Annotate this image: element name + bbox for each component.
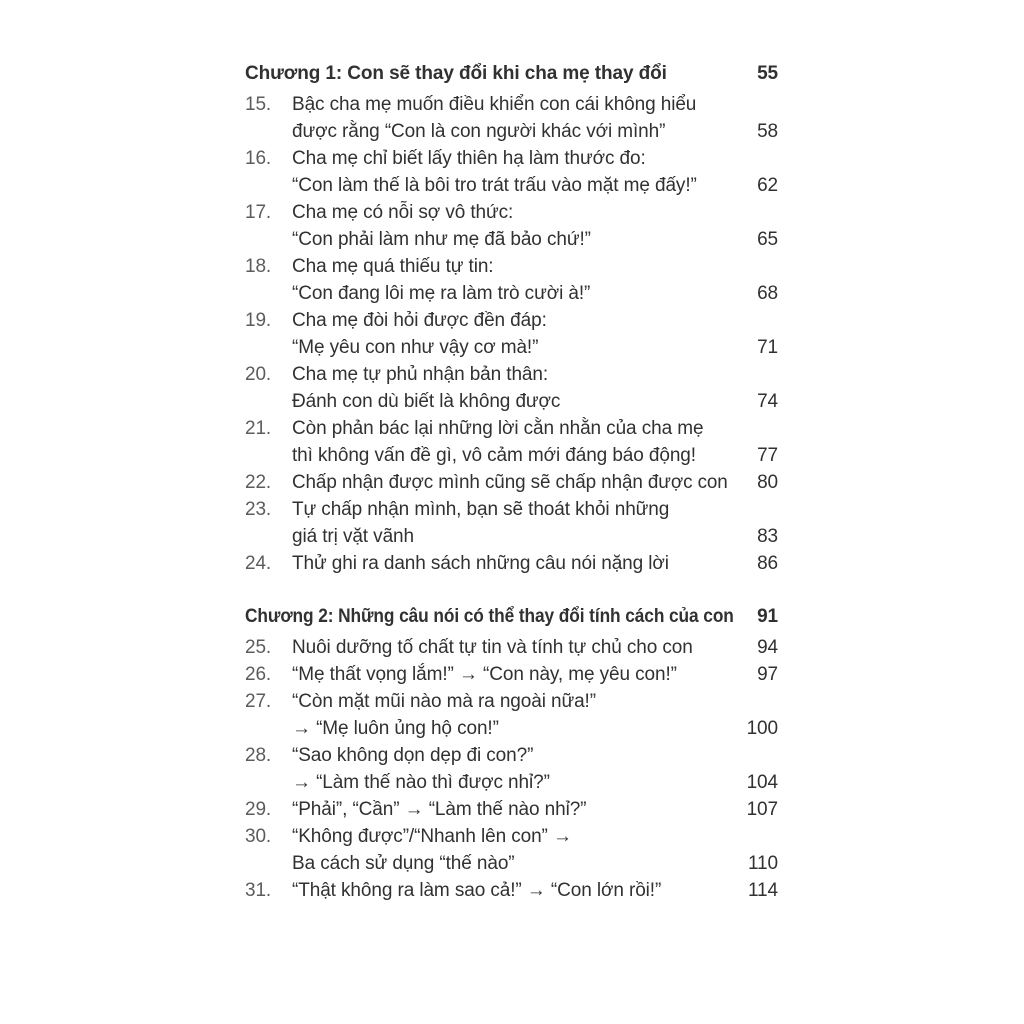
entry-title-line: Đánh con dù biết là không được: [292, 391, 561, 412]
toc-entry: [245, 550, 778, 577]
entry-page-number: 97: [757, 664, 778, 685]
entry-title-line: Cha mẹ tự phủ nhận bản thân:: [292, 364, 549, 385]
entry-title: [292, 415, 734, 469]
entry-title-line: “Con phải làm như mẹ đã bảo chứ!”: [292, 229, 591, 250]
entry-page-number: 77: [757, 445, 778, 466]
entry-number: 31.: [245, 880, 272, 901]
toc-entry: [245, 661, 778, 688]
entry-number: 29.: [245, 799, 272, 820]
entry-title: [292, 823, 734, 877]
toc-entry: [245, 796, 778, 823]
entry-title: [292, 796, 734, 823]
chapter-page-number: 55: [757, 63, 778, 84]
entry-title-line: “Còn mặt mũi nào mà ra ngoài nữa!”: [292, 691, 596, 712]
entry-number: 26.: [245, 664, 272, 685]
entry-title-line: Bậc cha mẹ muốn điều khiển con cái không hiểu: [292, 94, 697, 115]
entry-page-number: 58: [757, 121, 778, 142]
entry-page-number: 107: [746, 799, 778, 820]
toc-entry: [245, 415, 778, 469]
entry-title-line: “Phải”, “Cần” → “Làm thế nào nhỉ?”: [292, 799, 587, 820]
entry-page-number: 94: [757, 637, 778, 658]
entry-title-line: Cha mẹ chỉ biết lấy thiên hạ làm thước đo:: [292, 148, 646, 169]
entry-title: [292, 496, 734, 550]
entry-page-number: 68: [757, 283, 778, 304]
entry-page-number: 74: [757, 391, 778, 412]
entry-title: [292, 145, 734, 199]
toc-entry: [245, 307, 778, 361]
entry-page-number: 71: [757, 337, 778, 358]
entry-title-line: “Sao không dọn dẹp đi con?”: [292, 745, 534, 766]
entry-title: [292, 307, 734, 361]
toc-entry: [245, 823, 778, 877]
entry-title-line: “Thật không ra làm sao cả!” → “Con lớn rồi!”: [292, 880, 662, 901]
toc-entry: [245, 253, 778, 307]
entry-title-line: “Con đang lôi mẹ ra làm trò cười à!”: [292, 283, 591, 304]
entry-number: 20.: [245, 364, 272, 385]
entry-page-number: 83: [757, 526, 778, 547]
entry-title: [292, 634, 734, 661]
entry-title: [292, 742, 734, 796]
chapter-page-number: 91: [757, 606, 778, 627]
entry-number: 18.: [245, 256, 272, 277]
entry-title: [292, 361, 734, 415]
entry-number: 24.: [245, 553, 272, 574]
entry-title-line: Cha mẹ có nỗi sợ vô thức:: [292, 202, 514, 223]
chapter-heading: [245, 603, 778, 630]
entry-number: 25.: [245, 637, 272, 658]
entry-page-number: 62: [757, 175, 778, 196]
entry-title-line: Tự chấp nhận mình, bạn sẽ thoát khỏi những: [292, 499, 670, 520]
entry-title-line: → “Mẹ luôn ủng hộ con!”: [292, 718, 499, 739]
entry-title-line: Còn phản bác lại những lời cằn nhằn của cha mẹ: [292, 418, 704, 439]
entry-title-line: Thử ghi ra danh sách những câu nói nặng lời: [292, 553, 669, 574]
chapter-heading-text: Chương 1: Con sẽ thay đổi khi cha mẹ thay đổi: [245, 63, 667, 84]
entry-number: 28.: [245, 745, 272, 766]
entry-page-number: 104: [746, 772, 778, 793]
entry-title-line: “Con làm thế là bôi tro trát trấu vào mặt mẹ đấy!”: [292, 175, 697, 196]
toc-entry: [245, 742, 778, 796]
entry-title: [292, 550, 734, 577]
entry-number: 21.: [245, 418, 272, 439]
chapter-heading-text: Chương 2: Những câu nói có thể thay đổi tính cách của con: [245, 606, 734, 627]
entry-number: 17.: [245, 202, 272, 223]
entry-number: 22.: [245, 472, 272, 493]
entry-title: [292, 661, 734, 688]
entry-number: 27.: [245, 691, 272, 712]
entry-page-number: 80: [757, 472, 778, 493]
entry-title: [292, 877, 734, 904]
toc-entry: [245, 688, 778, 742]
entry-title: [292, 469, 734, 496]
toc-entry: [245, 877, 778, 904]
toc-entry: [245, 145, 778, 199]
toc-entry: [245, 496, 778, 550]
entry-title-line: → “Làm thế nào thì được nhỉ?”: [292, 772, 550, 793]
entry-page-number: 65: [757, 229, 778, 250]
entry-number: 16.: [245, 148, 272, 169]
entry-title: [292, 199, 734, 253]
entry-page-number: 100: [746, 718, 778, 739]
entry-title: [292, 91, 734, 145]
entry-title: [292, 688, 734, 742]
entry-number: 15.: [245, 94, 272, 115]
entry-title: [292, 253, 734, 307]
entry-title-line: thì không vấn đề gì, vô cảm mới đáng báo động!: [292, 445, 696, 466]
entry-number: 30.: [245, 826, 272, 847]
toc-entry: [245, 469, 778, 496]
entry-title-line: giá trị vặt vãnh: [292, 526, 414, 547]
toc-section: [245, 60, 778, 577]
entry-title-line: “Mẹ thất vọng lắm!” → “Con này, mẹ yêu con!”: [292, 664, 677, 685]
entry-title-line: Chấp nhận được mình cũng sẽ chấp nhận được con: [292, 472, 728, 493]
entry-title-line: Cha mẹ quá thiếu tự tin:: [292, 256, 494, 277]
entry-title-line: “Không được”/“Nhanh lên con” →: [292, 826, 572, 847]
toc-entry: [245, 91, 778, 145]
entry-page-number: 110: [748, 853, 778, 874]
entry-number: 23.: [245, 499, 272, 520]
entry-page-number: 114: [748, 880, 778, 901]
entry-page-number: 86: [757, 553, 778, 574]
toc-section: [245, 603, 778, 904]
entry-title-line: Ba cách sử dụng “thế nào”: [292, 853, 515, 874]
entry-title-line: Nuôi dưỡng tố chất tự tin và tính tự chủ cho con: [292, 637, 693, 658]
toc-entry: [245, 634, 778, 661]
entry-title-line: Cha mẹ đòi hỏi được đền đáp:: [292, 310, 547, 331]
entry-title-line: được rằng “Con là con người khác với mình”: [292, 121, 666, 142]
entry-number: 19.: [245, 310, 272, 331]
table-of-contents: [245, 60, 778, 904]
entry-title-line: “Mẹ yêu con như vậy cơ mà!”: [292, 337, 539, 358]
toc-entry: [245, 361, 778, 415]
toc-entry: [245, 199, 778, 253]
chapter-heading: [245, 60, 778, 87]
